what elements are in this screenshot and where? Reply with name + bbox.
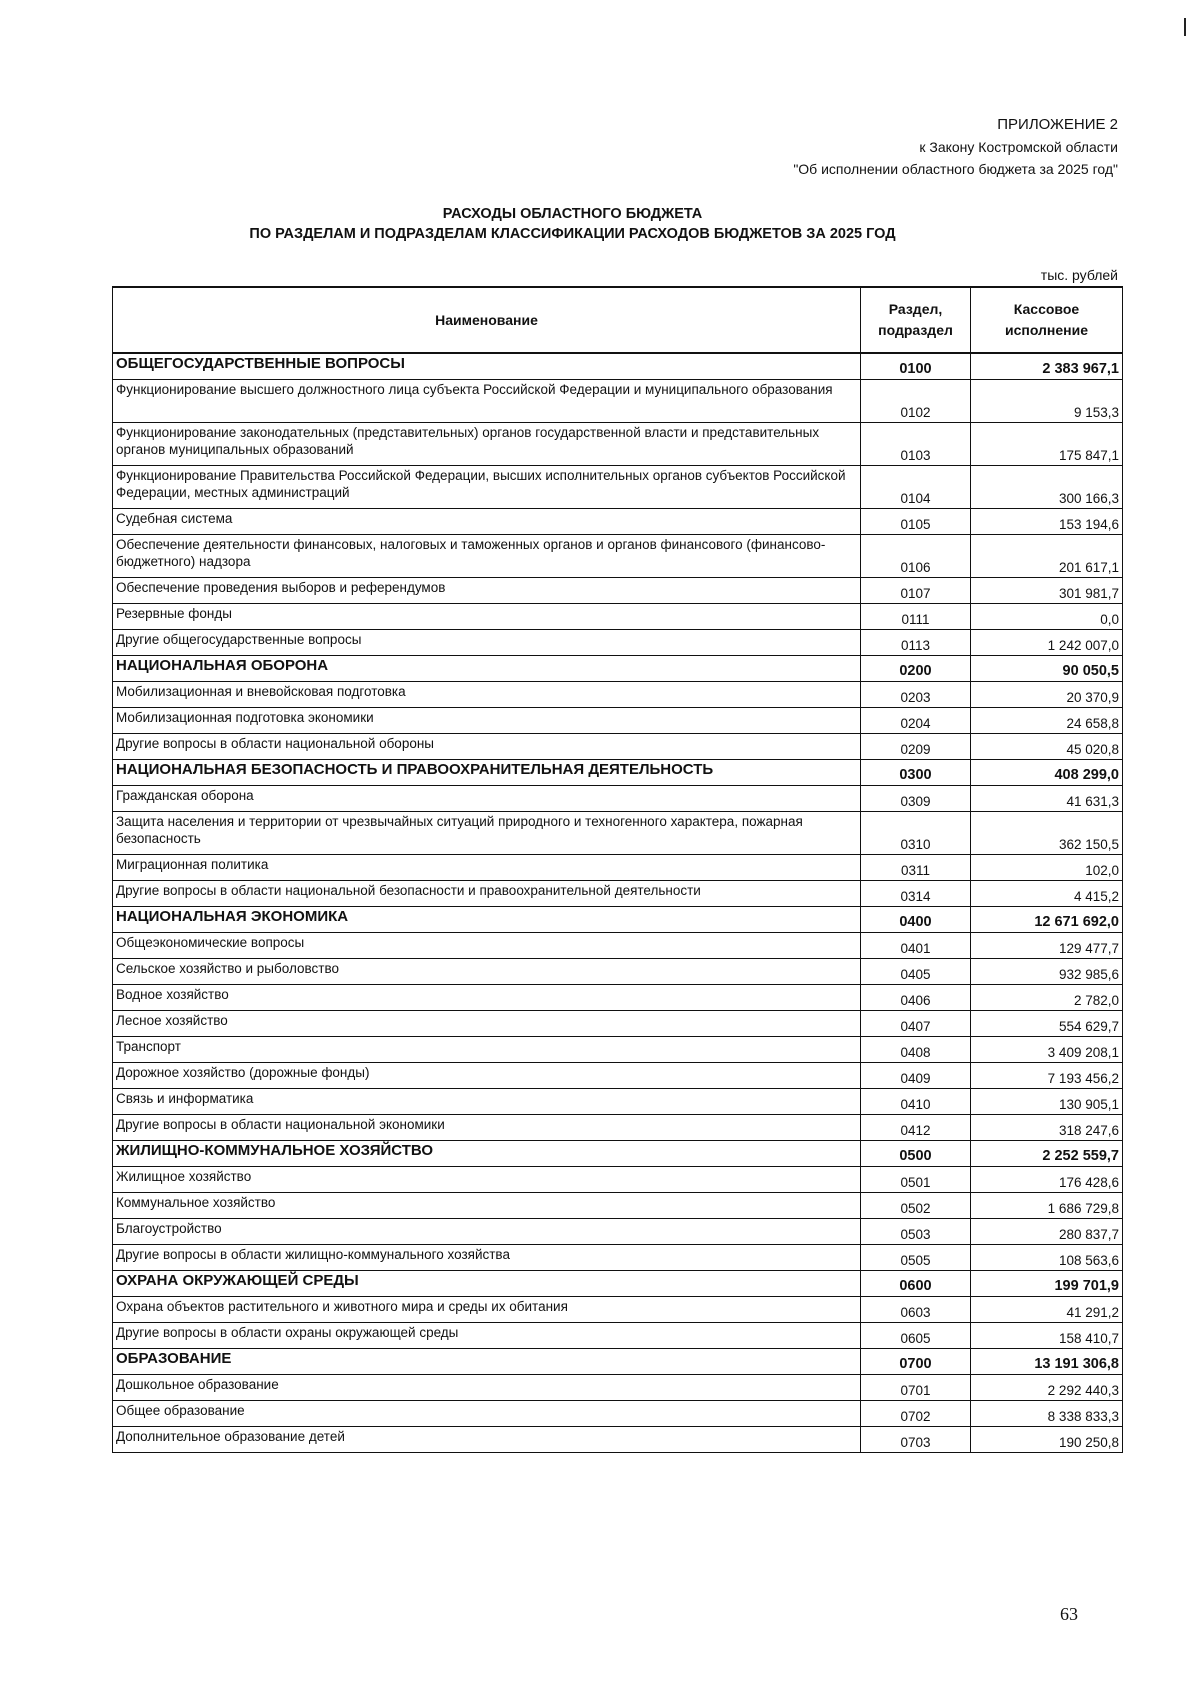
row-code-cell: 0605 — [861, 1323, 971, 1349]
table-row — [113, 1167, 1123, 1193]
row-name-cell: ЖИЛИЩНО-КОММУНАЛЬНОЕ ХОЗЯЙСТВО — [113, 1141, 861, 1167]
row-amount-cell: 158 410,7 — [971, 1323, 1123, 1349]
row-code-cell: 0203 — [861, 682, 971, 708]
row-code-cell: 0502 — [861, 1193, 971, 1219]
document-title — [0, 204, 1145, 244]
row-amount-cell: 12 671 692,0 — [971, 907, 1123, 933]
header-amount: Кассовое исполнение — [971, 287, 1123, 353]
row-name-cell: Обеспечение деятельности финансовых, налоговых и таможенных органов и органов финансового (финансово-бюджетного) надзора — [113, 535, 861, 578]
row-amount-cell: 9 153,3 — [971, 380, 1123, 423]
row-code-cell: 0412 — [861, 1115, 971, 1141]
row-code-cell: 0500 — [861, 1141, 971, 1167]
appendix-line-2: к Закону Костромской области — [919, 139, 1118, 155]
row-amount-cell: 41 291,2 — [971, 1297, 1123, 1323]
row-name-cell: Защита населения и территории от чрезвычайных ситуаций природного и техногенного характера, пожарная безопасность — [113, 812, 861, 855]
row-name-cell: Общее образование — [113, 1401, 861, 1427]
row-name-cell: Мобилизационная подготовка экономики — [113, 708, 861, 734]
table-row — [113, 959, 1123, 985]
section-row — [113, 1349, 1123, 1375]
table-row — [113, 1297, 1123, 1323]
row-name-cell: ОХРАНА ОКРУЖАЮЩЕЙ СРЕДЫ — [113, 1271, 861, 1297]
budget-table — [112, 286, 1123, 1453]
row-amount-cell: 201 617,1 — [971, 535, 1123, 578]
row-code-cell: 0113 — [861, 630, 971, 656]
row-code-cell: 0314 — [861, 881, 971, 907]
row-code-cell: 0100 — [861, 353, 971, 380]
row-code-cell: 0310 — [861, 812, 971, 855]
table-row — [113, 1011, 1123, 1037]
row-code-cell: 0107 — [861, 578, 971, 604]
row-amount-cell: 24 658,8 — [971, 708, 1123, 734]
title-line-1: РАСХОДЫ ОБЛАСТНОГО БЮДЖЕТА — [442, 206, 703, 222]
row-amount-cell: 280 837,7 — [971, 1219, 1123, 1245]
row-amount-cell: 153 194,6 — [971, 509, 1123, 535]
row-name-cell: Коммунальное хозяйство — [113, 1193, 861, 1219]
row-name-cell: Сельское хозяйство и рыболовство — [113, 959, 861, 985]
row-name-cell: Дополнительное образование детей — [113, 1427, 861, 1453]
row-code-cell: 0105 — [861, 509, 971, 535]
table-row — [113, 1427, 1123, 1453]
table-row — [113, 1401, 1123, 1427]
section-row — [113, 1141, 1123, 1167]
row-code-cell: 0200 — [861, 656, 971, 682]
table-row — [113, 380, 1123, 423]
row-amount-cell: 129 477,7 — [971, 933, 1123, 959]
row-name-cell: Другие вопросы в области национальной безопасности и правоохранительной деятельности — [113, 881, 861, 907]
appendix-line-3: "Об исполнении областного бюджета за 2025 год" — [793, 161, 1118, 177]
table-row — [113, 985, 1123, 1011]
row-name-cell: Дошкольное образование — [113, 1375, 861, 1401]
row-name-cell: Другие вопросы в области охраны окружающей среды — [113, 1323, 861, 1349]
table-row — [113, 682, 1123, 708]
row-amount-cell: 2 782,0 — [971, 985, 1123, 1011]
table-row — [113, 509, 1123, 535]
row-amount-cell: 108 563,6 — [971, 1245, 1123, 1271]
row-code-cell: 0111 — [861, 604, 971, 630]
row-code-cell: 0600 — [861, 1271, 971, 1297]
row-amount-cell: 190 250,8 — [971, 1427, 1123, 1453]
row-amount-cell: 301 981,7 — [971, 578, 1123, 604]
row-code-cell: 0703 — [861, 1427, 971, 1453]
row-code-cell: 0401 — [861, 933, 971, 959]
row-code-cell: 0300 — [861, 760, 971, 786]
row-amount-cell: 45 020,8 — [971, 734, 1123, 760]
table-row — [113, 1193, 1123, 1219]
row-code-cell: 0505 — [861, 1245, 971, 1271]
row-code-cell: 0700 — [861, 1349, 971, 1375]
row-name-cell: Резервные фонды — [113, 604, 861, 630]
table-row — [113, 1037, 1123, 1063]
header-code: Раздел, подраздел — [861, 287, 971, 353]
table-row — [113, 786, 1123, 812]
row-name-cell: ОБЩЕГОСУДАРСТВЕННЫЕ ВОПРОСЫ — [113, 353, 861, 380]
table-row — [113, 881, 1123, 907]
row-name-cell: Водное хозяйство — [113, 985, 861, 1011]
row-name-cell: Общеэкономические вопросы — [113, 933, 861, 959]
table-row — [113, 1323, 1123, 1349]
row-name-cell: НАЦИОНАЛЬНАЯ ОБОРОНА — [113, 656, 861, 682]
row-code-cell: 0407 — [861, 1011, 971, 1037]
row-name-cell: Благоустройство — [113, 1219, 861, 1245]
row-code-cell: 0501 — [861, 1167, 971, 1193]
row-code-cell: 0409 — [861, 1063, 971, 1089]
table-row — [113, 933, 1123, 959]
table-header — [113, 287, 1123, 353]
table-row — [113, 855, 1123, 881]
row-amount-cell: 4 415,2 — [971, 881, 1123, 907]
table-row — [113, 578, 1123, 604]
row-name-cell: Охрана объектов растительного и животного мира и среды их обитания — [113, 1297, 861, 1323]
row-name-cell: Другие общегосударственные вопросы — [113, 630, 861, 656]
row-name-cell: Обеспечение проведения выборов и референдумов — [113, 578, 861, 604]
units-label: тыс. рублей — [1040, 267, 1118, 283]
row-name-cell: Другие вопросы в области национальной обороны — [113, 734, 861, 760]
row-code-cell: 0603 — [861, 1297, 971, 1323]
section-row — [113, 760, 1123, 786]
row-code-cell: 0410 — [861, 1089, 971, 1115]
table-row — [113, 535, 1123, 578]
table-row — [113, 630, 1123, 656]
row-name-cell: Связь и информатика — [113, 1089, 861, 1115]
row-amount-cell: 362 150,5 — [971, 812, 1123, 855]
row-code-cell: 0701 — [861, 1375, 971, 1401]
row-name-cell: Функционирование высшего должностного лица субъекта Российской Федерации и муниципального образования — [113, 380, 861, 423]
row-name-cell: НАЦИОНАЛЬНАЯ БЕЗОПАСНОСТЬ И ПРАВООХРАНИТЕЛЬНАЯ ДЕЯТЕЛЬНОСТЬ — [113, 760, 861, 786]
row-name-cell: Транспорт — [113, 1037, 861, 1063]
row-amount-cell: 1 686 729,8 — [971, 1193, 1123, 1219]
row-code-cell: 0204 — [861, 708, 971, 734]
table-row — [113, 708, 1123, 734]
appendix-line-1: ПРИЛОЖЕНИЕ 2 — [997, 116, 1118, 133]
row-amount-cell: 932 985,6 — [971, 959, 1123, 985]
row-code-cell: 0103 — [861, 423, 971, 466]
row-code-cell: 0102 — [861, 380, 971, 423]
row-amount-cell: 199 701,9 — [971, 1271, 1123, 1297]
row-code-cell: 0209 — [861, 734, 971, 760]
row-amount-cell: 176 428,6 — [971, 1167, 1123, 1193]
row-amount-cell: 8 338 833,3 — [971, 1401, 1123, 1427]
table-row — [113, 423, 1123, 466]
row-name-cell: Жилищное хозяйство — [113, 1167, 861, 1193]
section-row — [113, 353, 1123, 380]
row-name-cell: Функционирование Правительства Российской Федерации, высших исполнительных органов субъектов Российской Федерации, местных администраций — [113, 466, 861, 509]
row-name-cell: Гражданская оборона — [113, 786, 861, 812]
row-amount-cell: 318 247,6 — [971, 1115, 1123, 1141]
row-code-cell: 0106 — [861, 535, 971, 578]
table-row — [113, 604, 1123, 630]
row-name-cell: ОБРАЗОВАНИЕ — [113, 1349, 861, 1375]
row-amount-cell: 554 629,7 — [971, 1011, 1123, 1037]
row-amount-cell: 2 252 559,7 — [971, 1141, 1123, 1167]
table-row — [113, 1219, 1123, 1245]
section-row — [113, 1271, 1123, 1297]
row-name-cell: Лесное хозяйство — [113, 1011, 861, 1037]
row-code-cell: 0405 — [861, 959, 971, 985]
table-row — [113, 812, 1123, 855]
row-code-cell: 0311 — [861, 855, 971, 881]
row-name-cell: Мобилизационная и вневойсковая подготовка — [113, 682, 861, 708]
row-amount-cell: 0,0 — [971, 604, 1123, 630]
row-name-cell: Дорожное хозяйство (дорожные фонды) — [113, 1063, 861, 1089]
row-amount-cell: 2 383 967,1 — [971, 353, 1123, 380]
row-code-cell: 0309 — [861, 786, 971, 812]
header-name: Наименование — [113, 287, 861, 353]
row-code-cell: 0406 — [861, 985, 971, 1011]
row-amount-cell: 90 050,5 — [971, 656, 1123, 682]
row-code-cell: 0702 — [861, 1401, 971, 1427]
table-row — [113, 734, 1123, 760]
table-row — [113, 466, 1123, 509]
scan-mark — [1184, 18, 1186, 36]
table-row — [113, 1245, 1123, 1271]
row-amount-cell: 408 299,0 — [971, 760, 1123, 786]
row-amount-cell: 13 191 306,8 — [971, 1349, 1123, 1375]
row-amount-cell: 2 292 440,3 — [971, 1375, 1123, 1401]
row-name-cell: Судебная система — [113, 509, 861, 535]
row-code-cell: 0503 — [861, 1219, 971, 1245]
row-name-cell: НАЦИОНАЛЬНАЯ ЭКОНОМИКА — [113, 907, 861, 933]
row-amount-cell: 102,0 — [971, 855, 1123, 881]
table-row — [113, 1115, 1123, 1141]
row-name-cell: Миграционная политика — [113, 855, 861, 881]
row-amount-cell: 1 242 007,0 — [971, 630, 1123, 656]
title-line-2: ПО РАЗДЕЛАМ И ПОДРАЗДЕЛАМ КЛАССИФИКАЦИИ РАСХОДОВ БЮДЖЕТОВ ЗА 2025 ГОД — [249, 226, 896, 242]
row-amount-cell: 7 193 456,2 — [971, 1063, 1123, 1089]
row-amount-cell: 300 166,3 — [971, 466, 1123, 509]
row-amount-cell: 3 409 208,1 — [971, 1037, 1123, 1063]
table-row — [113, 1375, 1123, 1401]
row-amount-cell: 130 905,1 — [971, 1089, 1123, 1115]
appendix-header — [518, 114, 1118, 180]
row-code-cell: 0408 — [861, 1037, 971, 1063]
row-amount-cell: 20 370,9 — [971, 682, 1123, 708]
page-number: 63 — [1060, 1604, 1078, 1624]
table-body — [113, 353, 1123, 1453]
table-row — [113, 1089, 1123, 1115]
row-name-cell: Другие вопросы в области национальной экономики — [113, 1115, 861, 1141]
row-amount-cell: 175 847,1 — [971, 423, 1123, 466]
row-name-cell: Другие вопросы в области жилищно-коммунального хозяйства — [113, 1245, 861, 1271]
section-row — [113, 656, 1123, 682]
table-row — [113, 1063, 1123, 1089]
section-row — [113, 907, 1123, 933]
row-name-cell: Функционирование законодательных (представительных) органов государственной власти и представительных органов муниципальных образований — [113, 423, 861, 466]
row-code-cell: 0104 — [861, 466, 971, 509]
row-amount-cell: 41 631,3 — [971, 786, 1123, 812]
row-code-cell: 0400 — [861, 907, 971, 933]
